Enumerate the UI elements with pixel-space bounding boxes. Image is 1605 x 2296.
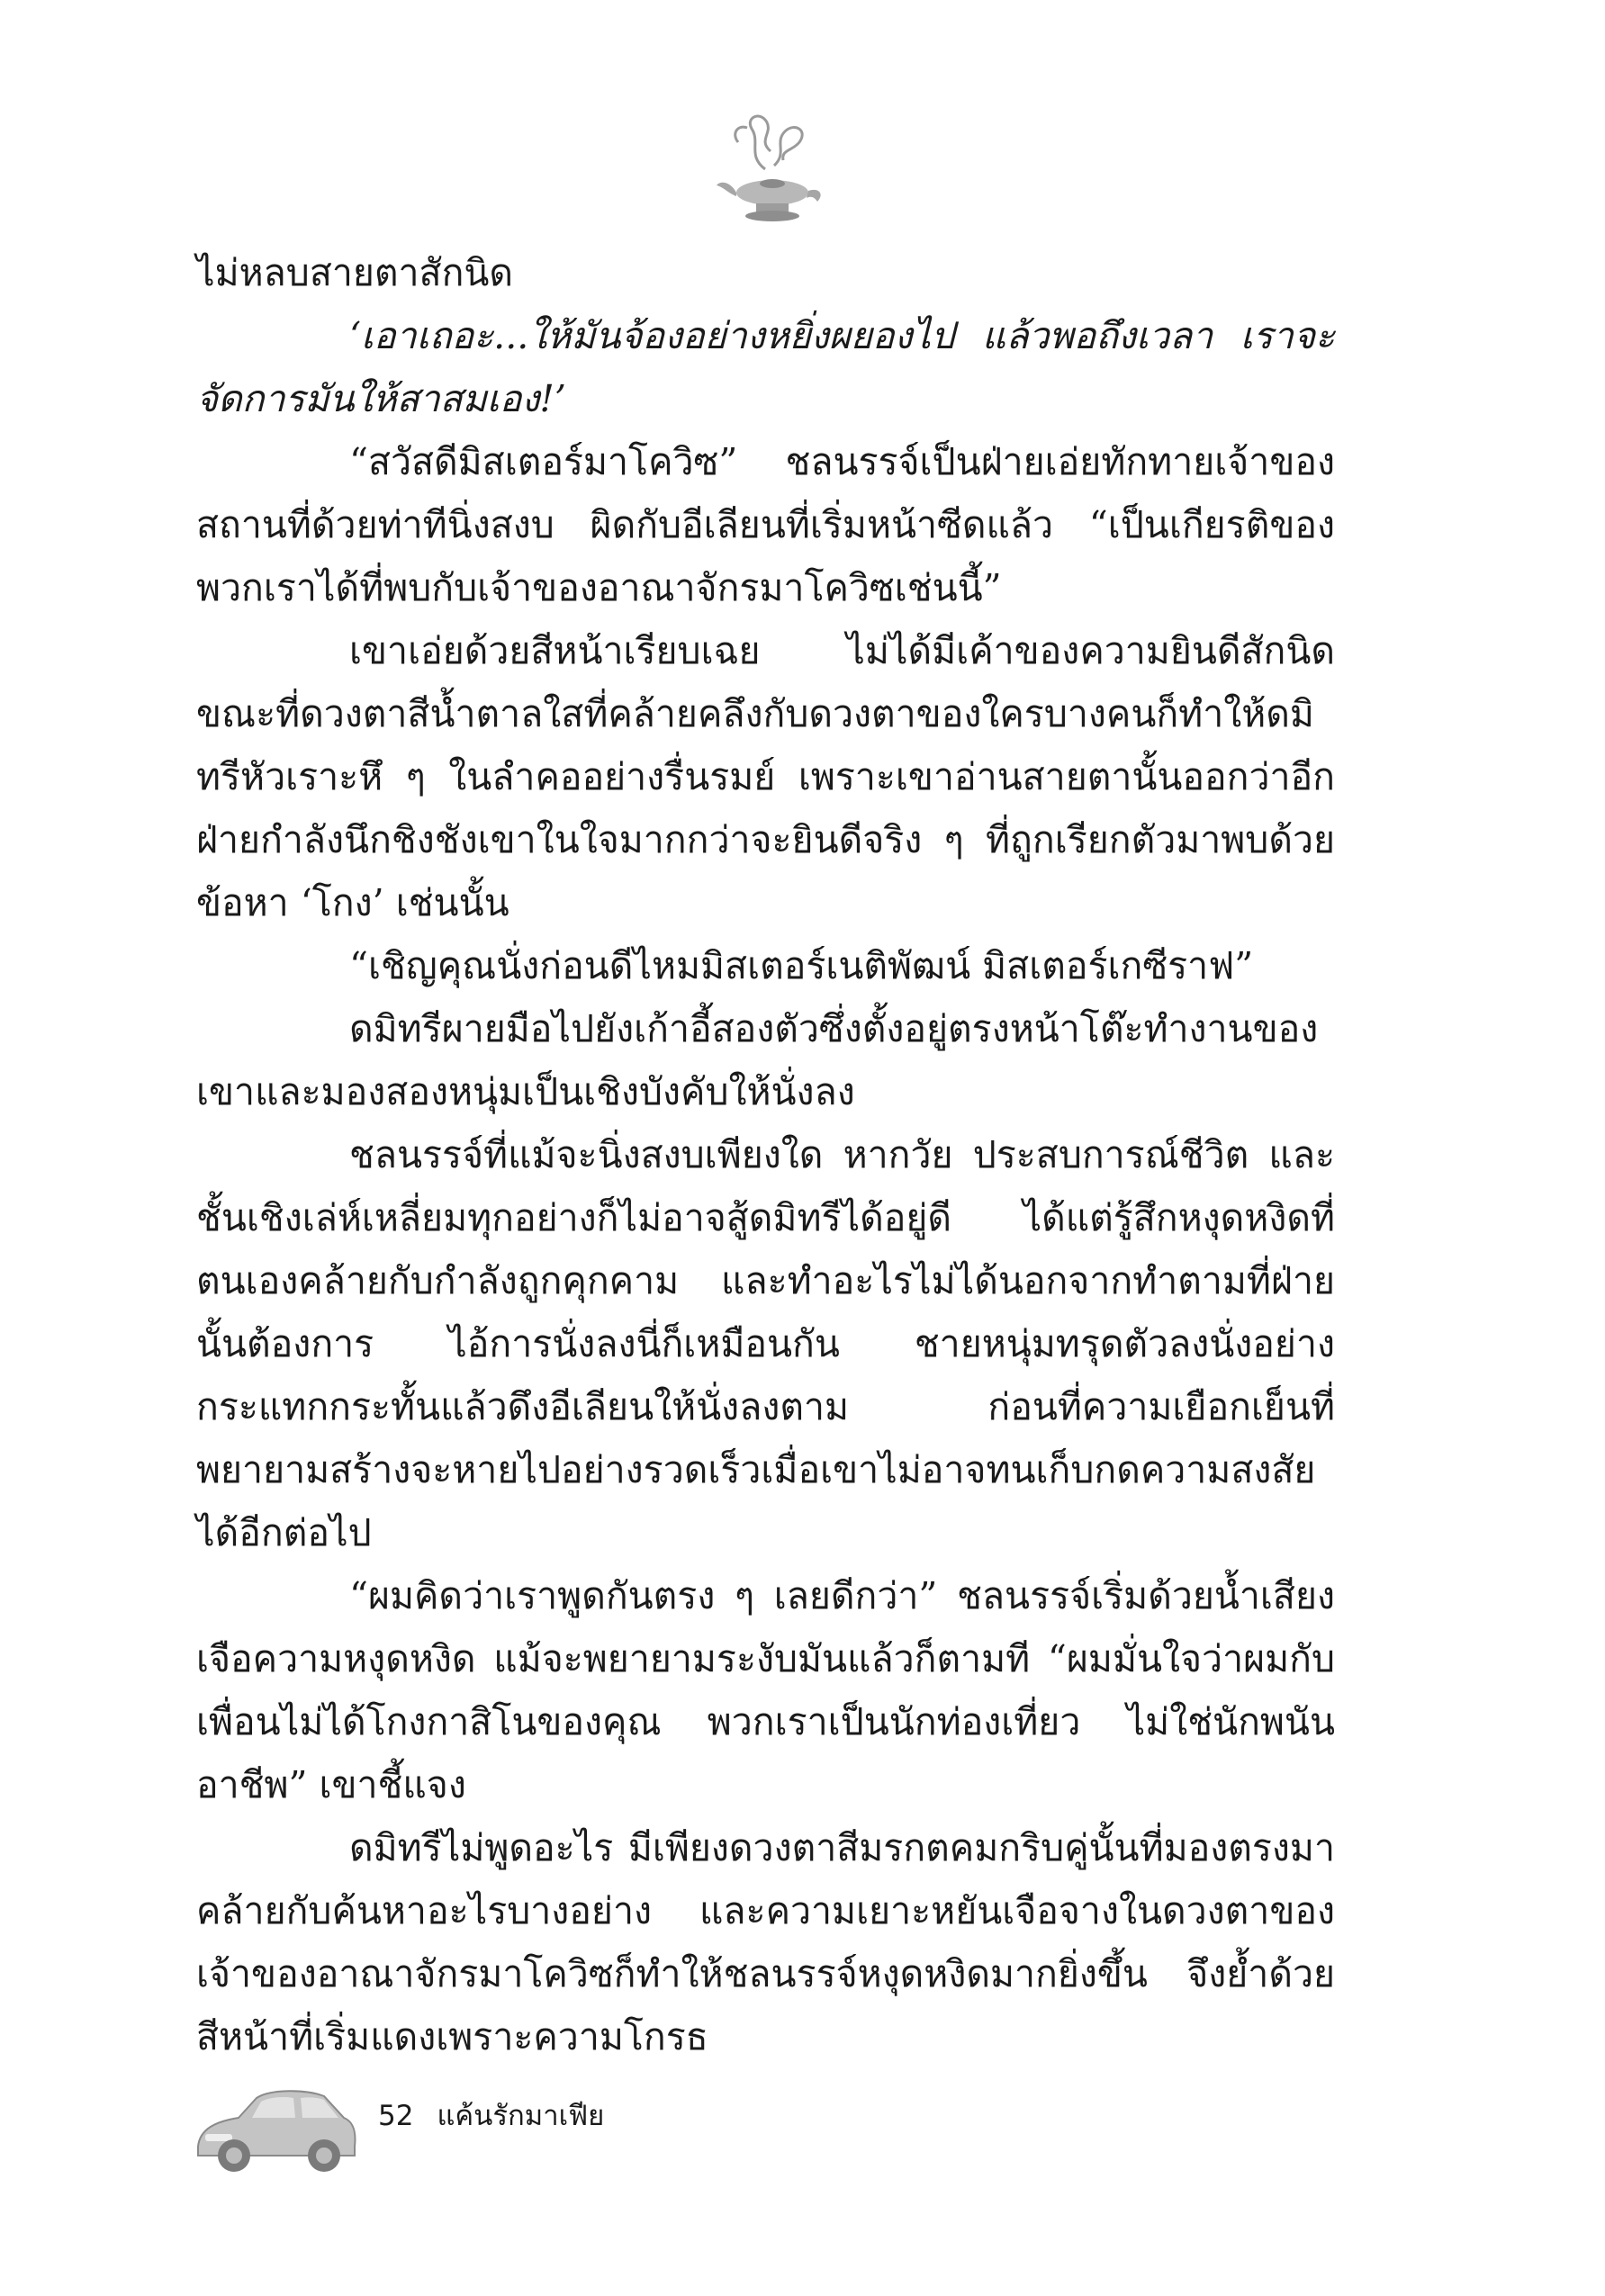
paragraph-5: “เชิญคุณนั่งก่อนดีไหมมิสเตอร์เนติพัฒน์ มิสเตอร์เกซีราฟ” [349, 944, 1254, 987]
folio [378, 2093, 604, 2138]
paragraph-3: “สวัสดีมิสเตอร์มาโควิซ” ชลนรรจ์เป็นฝ่ายเอ่ยทักทายเจ้าของสถานที่ด้วยท่าทีนิ่งสงบ ผิดกับอีเลียนที่เริ่มหน้าซีดแล้ว “เป็นเกียรติของพวกเราได้ที่พบกับเจ้าของอาณาจักรมาโควิซเช่นนี้” [196, 440, 1335, 609]
car-icon [189, 2066, 360, 2183]
paragraph-2: ‘เอาเถอะ...ให้มันจ้องอย่างหยิ่งผยองไป แล้วพอถึงเวลา เราจะจัดการมันให้สาสมเอง!’ [196, 314, 1335, 420]
book-title: แค้นรักมาเฟีย [437, 2100, 605, 2132]
paragraph-9: ดมิทรีไม่พูดอะไร มีเพียงดวงตาสีมรกตคมกริบคู่นั้นที่มองตรงมาคล้ายกับค้นหาอะไรบางอย่าง และความเยาะหยันเจือจางในดวงตาของเจ้าของอาณาจักรมาโควิซก็ทำให้ชลนรรจ์หงุดหงิดมากยิ่งขึ้น จึงย้ำด้วยสีหน้าที่เริ่มแดงเพราะความโกรธ [196, 1826, 1335, 2058]
page-number: 52 [378, 2100, 414, 2132]
genie-lamp-icon [711, 106, 828, 228]
paragraph-4: เขาเอ่ยด้วยสีหน้าเรียบเฉย ไม่ได้มีเค้าของความยินดีสักนิด ขณะที่ดวงตาสีน้ำตาลใสที่คล้ายคลึงกับดวงตาของใครบางคนก็ทำให้ดมิทรีหัวเราะหึ ๆ ในลำคออย่างรื่นรมย์ เพราะเขาอ่านสายตานั้นออกว่าอีกฝ่ายกำลังนึกชิงชังเขาในใจมากกว่าจะยินดีจริง ๆ ที่ถูกเรียกตัวมาพบด้วยข้อหา ‘โกง’ เช่นนั้น [196, 629, 1335, 924]
paragraph-7: ชลนรรจ์ที่แม้จะนิ่งสงบเพียงใด หากวัย ประสบการณ์ชีวิต และชั้นเชิงเล่ห์เหลี่ยมทุกอย่างก็ไม่อาจสู้ดมิทรีได้อยู่ดี ได้แต่รู้สึกหงุดหงิดที่ตนเองคล้ายกับกำลังถูกคุกคาม และทำอะไรไม่ได้นอกจากทำตามที่ฝ่ายนั้นต้องการ ไอ้การนั่งลงนี่ก็เหมือนกัน ชายหนุ่มทรุดตัวลงนั่งอย่างกระแทกกระทั้นแล้วดึงอีเลียนให้นั่งลงตาม ก่อนที่ความเยือกเย็นที่พยายามสร้างจะหายไปอย่างรวดเร็วเมื่อเขาไม่อาจทนเก็บกดความสงสัยได้อีกต่อไป [196, 1133, 1335, 1554]
paragraph-6: ดมิทรีผายมือไปยังเก้าอี้สองตัวซึ่งตั้งอยู่ตรงหน้าโต๊ะทำงานของเขาและมองสองหนุ่มเป็นเชิงบังคับให้นั่งลง [196, 1007, 1319, 1113]
paragraph-1: ไม่หลบสายตาสักนิด [196, 251, 514, 294]
paragraph-8: “ผมคิดว่าเราพูดกันตรง ๆ เลยดีกว่า” ชลนรรจ์เริ่มด้วยน้ำเสียงเจือความหงุดหงิด แม้จะพยายามระงับมันแล้วก็ตามที “ผมมั่นใจว่าผมกับเพื่อนไม่ได้โกงกาสิโนของคุณ พวกเราเป็นนักท่องเที่ยว ไม่ใช่นักพนันอาชีพ” เขาชี้แจง [196, 1574, 1335, 1806]
body-text [196, 241, 1335, 2068]
page-footer [189, 2066, 819, 2192]
